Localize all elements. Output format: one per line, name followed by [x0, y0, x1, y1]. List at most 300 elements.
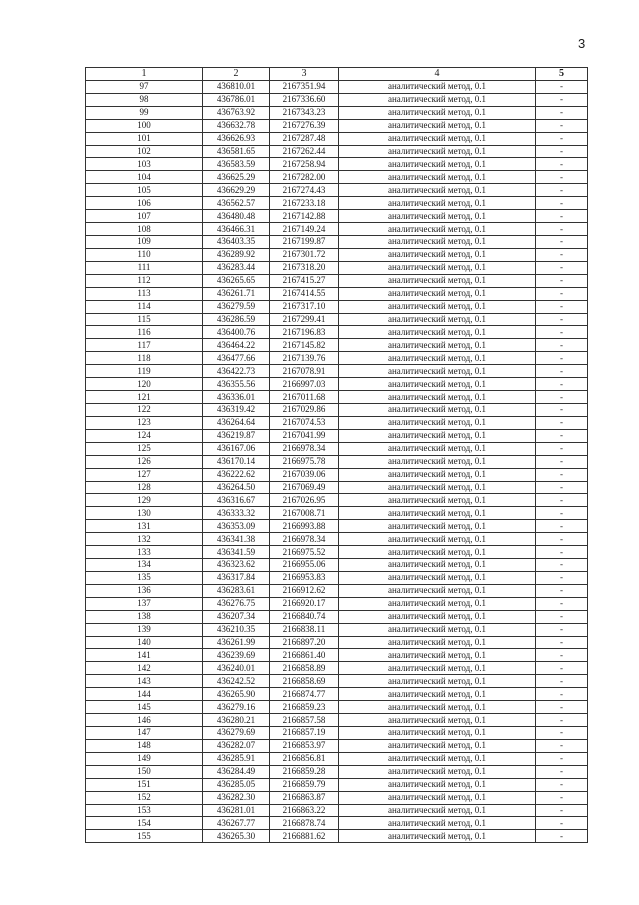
table-cell-col3: 2166861.40: [270, 649, 339, 662]
table-cell-col4: аналитический метод, 0.1: [339, 300, 536, 313]
table-cell-col1: 122: [86, 403, 203, 416]
table-cell-col4: аналитический метод, 0.1: [339, 546, 536, 559]
table-cell-col4: аналитический метод, 0.1: [339, 93, 536, 106]
table-cell-col1: 103: [86, 158, 203, 171]
table-header-row: [86, 68, 588, 81]
table-cell-col1: 98: [86, 93, 203, 106]
table-row: [86, 403, 588, 416]
table-row: [86, 571, 588, 584]
table-cell-col5: -: [536, 662, 588, 675]
table-cell-col5: -: [536, 455, 588, 468]
table-cell-col2: 436480.48: [203, 210, 270, 223]
table-cell-col4: аналитический метод, 0.1: [339, 714, 536, 727]
table-cell-col3: 2167074.53: [270, 416, 339, 429]
table-cell-col2: 436279.59: [203, 300, 270, 313]
table-row: [86, 584, 588, 597]
table-row: [86, 313, 588, 326]
table-row: [86, 248, 588, 261]
table-cell-col4: аналитический метод, 0.1: [339, 416, 536, 429]
table-cell-col2: 436317.84: [203, 571, 270, 584]
table-row: [86, 791, 588, 804]
table-cell-col2: 436341.38: [203, 533, 270, 546]
table-cell-col4: аналитический метод, 0.1: [339, 287, 536, 300]
table-cell-col2: 436400.76: [203, 326, 270, 339]
table-cell-col3: 2167196.83: [270, 326, 339, 339]
table-cell-col5: -: [536, 378, 588, 391]
table-cell-col4: аналитический метод, 0.1: [339, 391, 536, 404]
table-row: [86, 597, 588, 610]
table-cell-col2: 436265.30: [203, 830, 270, 843]
table-cell-col4: аналитический метод, 0.1: [339, 636, 536, 649]
table-cell-col2: 436286.59: [203, 313, 270, 326]
table-cell-col3: 2166859.79: [270, 778, 339, 791]
table-cell-col2: 436355.56: [203, 378, 270, 391]
table-cell-col5: -: [536, 494, 588, 507]
table-cell-col4: аналитический метод, 0.1: [339, 765, 536, 778]
table-cell-col5: -: [536, 649, 588, 662]
table-cell-col4: аналитический метод, 0.1: [339, 339, 536, 352]
table-cell-col1: 154: [86, 817, 203, 830]
table-cell-col1: 153: [86, 804, 203, 817]
table-cell-col3: 2167078.91: [270, 365, 339, 378]
table-row: [86, 184, 588, 197]
table-cell-col2: 436562.57: [203, 197, 270, 210]
column-header-3: 3: [270, 68, 339, 81]
table-cell-col4: аналитический метод, 0.1: [339, 171, 536, 184]
table-row: [86, 171, 588, 184]
table-cell-col3: 2166975.52: [270, 546, 339, 559]
table-cell-col1: 113: [86, 287, 203, 300]
table-cell-col1: 152: [86, 791, 203, 804]
table-cell-col2: 436464.22: [203, 339, 270, 352]
table-row: [86, 429, 588, 442]
table-cell-col1: 97: [86, 80, 203, 93]
table-cell-col3: 2166897.20: [270, 636, 339, 649]
table-cell-col2: 436207.34: [203, 610, 270, 623]
table-cell-col3: 2167336.60: [270, 93, 339, 106]
table-cell-col1: 142: [86, 662, 203, 675]
table-cell-col3: 2166874.77: [270, 688, 339, 701]
table-cell-col4: аналитический метод, 0.1: [339, 623, 536, 636]
table-cell-col4: аналитический метод, 0.1: [339, 791, 536, 804]
table-cell-col1: 109: [86, 235, 203, 248]
table-cell-col2: 436403.35: [203, 235, 270, 248]
table-cell-col1: 141: [86, 649, 203, 662]
table-cell-col2: 436285.05: [203, 778, 270, 791]
table-row: [86, 365, 588, 378]
table-cell-col4: аналитический метод, 0.1: [339, 507, 536, 520]
table-row: [86, 106, 588, 119]
table-cell-col4: аналитический метод, 0.1: [339, 352, 536, 365]
table-cell-col3: 2167142.88: [270, 210, 339, 223]
table-cell-col3: 2166856.81: [270, 752, 339, 765]
table-cell-col1: 134: [86, 559, 203, 572]
table-cell-col4: аналитический метод, 0.1: [339, 571, 536, 584]
table-cell-col5: -: [536, 559, 588, 572]
table-cell-col5: -: [536, 739, 588, 752]
table-cell-col3: 2166912.62: [270, 584, 339, 597]
table-cell-col2: 436242.52: [203, 675, 270, 688]
table-cell-col4: аналитический метод, 0.1: [339, 313, 536, 326]
table-cell-col4: аналитический метод, 0.1: [339, 701, 536, 714]
table-cell-col4: аналитический метод, 0.1: [339, 662, 536, 675]
table-cell-col2: 436763.92: [203, 106, 270, 119]
table-cell-col3: 2167318.20: [270, 261, 339, 274]
table-cell-col4: аналитический метод, 0.1: [339, 80, 536, 93]
table-cell-col4: аналитический метод, 0.1: [339, 455, 536, 468]
table-row: [86, 701, 588, 714]
table-cell-col1: 144: [86, 688, 203, 701]
table-cell-col5: -: [536, 623, 588, 636]
table-cell-col5: -: [536, 791, 588, 804]
table-cell-col2: 436281.01: [203, 804, 270, 817]
table-cell-col2: 436219.87: [203, 429, 270, 442]
table-row: [86, 287, 588, 300]
table-cell-col4: аналитический метод, 0.1: [339, 520, 536, 533]
table-cell-col5: -: [536, 817, 588, 830]
table-cell-col2: 436466.31: [203, 223, 270, 236]
table-row: [86, 442, 588, 455]
table-cell-col5: -: [536, 701, 588, 714]
table-row: [86, 119, 588, 132]
table-cell-col3: 2167351.94: [270, 80, 339, 93]
table-cell-col5: -: [536, 274, 588, 287]
table-row: [86, 765, 588, 778]
table-cell-col5: -: [536, 210, 588, 223]
table-row: [86, 274, 588, 287]
table-cell-col4: аналитический метод, 0.1: [339, 752, 536, 765]
table-cell-col3: 2167145.82: [270, 339, 339, 352]
table-cell-col5: -: [536, 546, 588, 559]
table-cell-col3: 2166975.78: [270, 455, 339, 468]
table-cell-col1: 127: [86, 468, 203, 481]
table-cell-col3: 2166863.87: [270, 791, 339, 804]
table-cell-col4: аналитический метод, 0.1: [339, 804, 536, 817]
table-cell-col4: аналитический метод, 0.1: [339, 468, 536, 481]
table-cell-col5: -: [536, 119, 588, 132]
table-cell-col1: 136: [86, 584, 203, 597]
table-cell-col1: 139: [86, 623, 203, 636]
table-cell-col2: 436583.59: [203, 158, 270, 171]
table-cell-col4: аналитический метод, 0.1: [339, 649, 536, 662]
table-cell-col1: 123: [86, 416, 203, 429]
table-cell-col1: 126: [86, 455, 203, 468]
table-cell-col5: -: [536, 675, 588, 688]
table-cell-col3: 2167199.87: [270, 235, 339, 248]
table-cell-col1: 101: [86, 132, 203, 145]
table-cell-col3: 2167276.39: [270, 119, 339, 132]
table-cell-col4: аналитический метод, 0.1: [339, 610, 536, 623]
table-row: [86, 778, 588, 791]
table-cell-col4: аналитический метод, 0.1: [339, 378, 536, 391]
table-cell-col5: -: [536, 636, 588, 649]
table-cell-col2: 436267.77: [203, 817, 270, 830]
table-cell-col2: 436280.21: [203, 714, 270, 727]
table-row: [86, 494, 588, 507]
table-cell-col3: 2166997.03: [270, 378, 339, 391]
table-cell-col3: 2167039.06: [270, 468, 339, 481]
table-cell-col5: -: [536, 326, 588, 339]
table-cell-col3: 2166858.69: [270, 675, 339, 688]
table-cell-col5: -: [536, 533, 588, 546]
table-cell-col5: -: [536, 520, 588, 533]
table-cell-col4: аналитический метод, 0.1: [339, 132, 536, 145]
table-cell-col3: 2166920.17: [270, 597, 339, 610]
table-cell-col1: 119: [86, 365, 203, 378]
table-cell-col2: 436167.06: [203, 442, 270, 455]
table-row: [86, 93, 588, 106]
table-cell-col4: аналитический метод, 0.1: [339, 830, 536, 843]
table-cell-col3: 2167301.72: [270, 248, 339, 261]
table-cell-col1: 102: [86, 145, 203, 158]
table-row: [86, 546, 588, 559]
table-cell-col3: 2166878.74: [270, 817, 339, 830]
table-cell-col2: 436581.65: [203, 145, 270, 158]
table-cell-col1: 129: [86, 494, 203, 507]
table-cell-col3: 2167274.43: [270, 184, 339, 197]
table-cell-col2: 436170.14: [203, 455, 270, 468]
table-cell-col2: 436316.67: [203, 494, 270, 507]
table-cell-col1: 112: [86, 274, 203, 287]
table-row: [86, 752, 588, 765]
table-cell-col5: -: [536, 571, 588, 584]
table-cell-col5: -: [536, 313, 588, 326]
table-cell-col1: 150: [86, 765, 203, 778]
table-cell-col4: аналитический метод, 0.1: [339, 675, 536, 688]
table-cell-col3: 2167317.10: [270, 300, 339, 313]
table-cell-col3: 2167011.68: [270, 391, 339, 404]
table-cell-col1: 135: [86, 571, 203, 584]
table-cell-col5: -: [536, 106, 588, 119]
table-cell-col1: 114: [86, 300, 203, 313]
table-row: [86, 339, 588, 352]
table-cell-col1: 118: [86, 352, 203, 365]
table-cell-col3: 2167262.44: [270, 145, 339, 158]
table-cell-col1: 111: [86, 261, 203, 274]
table-cell-col2: 436629.29: [203, 184, 270, 197]
table-cell-col5: -: [536, 352, 588, 365]
table-row: [86, 158, 588, 171]
table-cell-col2: 436283.44: [203, 261, 270, 274]
table-row: [86, 378, 588, 391]
table-cell-col3: 2167139.76: [270, 352, 339, 365]
table-cell-col3: 2167414.55: [270, 287, 339, 300]
table-cell-col1: 108: [86, 223, 203, 236]
table-row: [86, 804, 588, 817]
table-cell-col2: 436353.09: [203, 520, 270, 533]
table-cell-col4: аналитический метод, 0.1: [339, 442, 536, 455]
table-cell-col5: -: [536, 365, 588, 378]
coordinates-table: [85, 67, 588, 843]
table-cell-col5: -: [536, 610, 588, 623]
table-cell-col1: 133: [86, 546, 203, 559]
table-cell-col2: 436477.66: [203, 352, 270, 365]
table-row: [86, 300, 588, 313]
table-cell-col1: 124: [86, 429, 203, 442]
table-cell-col2: 436276.75: [203, 597, 270, 610]
table-cell-col5: -: [536, 765, 588, 778]
table-cell-col3: 2167026.95: [270, 494, 339, 507]
table-cell-col2: 436279.16: [203, 701, 270, 714]
table-cell-col2: 436265.65: [203, 274, 270, 287]
table-row: [86, 520, 588, 533]
table-cell-col4: аналитический метод, 0.1: [339, 494, 536, 507]
table-cell-col2: 436210.35: [203, 623, 270, 636]
table-row: [86, 145, 588, 158]
table-cell-col3: 2166978.34: [270, 442, 339, 455]
table-cell-col3: 2166838.11: [270, 623, 339, 636]
table-cell-col3: 2167029.86: [270, 403, 339, 416]
table-row: [86, 235, 588, 248]
table-cell-col2: 436632.78: [203, 119, 270, 132]
table-cell-col1: 121: [86, 391, 203, 404]
table-row: [86, 817, 588, 830]
table-cell-col4: аналитический метод, 0.1: [339, 145, 536, 158]
table-cell-col2: 436282.30: [203, 791, 270, 804]
table-cell-col1: 155: [86, 830, 203, 843]
table-cell-col2: 436264.50: [203, 481, 270, 494]
table-cell-col1: 138: [86, 610, 203, 623]
table-cell-col1: 140: [86, 636, 203, 649]
table-cell-col1: 146: [86, 714, 203, 727]
table-cell-col4: аналитический метод, 0.1: [339, 326, 536, 339]
table-cell-col4: аналитический метод, 0.1: [339, 533, 536, 546]
table-cell-col3: 2166858.89: [270, 662, 339, 675]
table-cell-col2: 436323.62: [203, 559, 270, 572]
table-cell-col5: -: [536, 442, 588, 455]
table-cell-col4: аналитический метод, 0.1: [339, 158, 536, 171]
table-cell-col2: 436336.01: [203, 391, 270, 404]
table-cell-col4: аналитический метод, 0.1: [339, 559, 536, 572]
table-row: [86, 727, 588, 740]
table-cell-col5: -: [536, 778, 588, 791]
table-cell-col5: -: [536, 391, 588, 404]
table-cell-col3: 2167415.27: [270, 274, 339, 287]
table-cell-col4: аналитический метод, 0.1: [339, 261, 536, 274]
table-cell-col2: 436284.49: [203, 765, 270, 778]
table-cell-col3: 2166955.06: [270, 559, 339, 572]
table-cell-col4: аналитический метод, 0.1: [339, 597, 536, 610]
table-cell-col1: 105: [86, 184, 203, 197]
table-cell-col5: -: [536, 804, 588, 817]
table-cell-col1: 100: [86, 119, 203, 132]
table-row: [86, 80, 588, 93]
table-cell-col2: 436319.42: [203, 403, 270, 416]
table-cell-col2: 436786.01: [203, 93, 270, 106]
table-cell-col1: 147: [86, 727, 203, 740]
table-cell-col5: -: [536, 223, 588, 236]
table-cell-col5: -: [536, 300, 588, 313]
table-row: [86, 636, 588, 649]
table-cell-col1: 130: [86, 507, 203, 520]
column-header-4: 4: [339, 68, 536, 81]
table-cell-col5: -: [536, 171, 588, 184]
table-cell-col3: 2167282.00: [270, 171, 339, 184]
table-cell-col2: 436264.64: [203, 416, 270, 429]
table-cell-col5: -: [536, 145, 588, 158]
table-row: [86, 533, 588, 546]
table-cell-col5: -: [536, 339, 588, 352]
column-header-2: 2: [203, 68, 270, 81]
table-cell-col4: аналитический метод, 0.1: [339, 429, 536, 442]
table-cell-col4: аналитический метод, 0.1: [339, 248, 536, 261]
table-cell-col2: 436261.99: [203, 636, 270, 649]
table-cell-col1: 115: [86, 313, 203, 326]
table-row: [86, 223, 588, 236]
table-cell-col3: 2166863.22: [270, 804, 339, 817]
table-row: [86, 132, 588, 145]
table-cell-col1: 151: [86, 778, 203, 791]
table-row: [86, 197, 588, 210]
table-row: [86, 326, 588, 339]
table-cell-col3: 2166859.28: [270, 765, 339, 778]
table-cell-col5: -: [536, 80, 588, 93]
table-cell-col1: 143: [86, 675, 203, 688]
table-cell-col1: 145: [86, 701, 203, 714]
table-cell-col4: аналитический метод, 0.1: [339, 481, 536, 494]
table-cell-col1: 128: [86, 481, 203, 494]
page-number: 3: [578, 36, 586, 51]
table-cell-col5: -: [536, 714, 588, 727]
table-cell-col4: аналитический метод, 0.1: [339, 817, 536, 830]
table-row: [86, 662, 588, 675]
table-cell-col2: 436333.32: [203, 507, 270, 520]
table-cell-col2: 436422.73: [203, 365, 270, 378]
table-cell-col3: 2167287.48: [270, 132, 339, 145]
table-cell-col5: -: [536, 132, 588, 145]
table-cell-col2: 436285.91: [203, 752, 270, 765]
table-cell-col5: -: [536, 93, 588, 106]
table-cell-col1: 125: [86, 442, 203, 455]
table-cell-col4: аналитический метод, 0.1: [339, 403, 536, 416]
table-cell-col3: 2166859.23: [270, 701, 339, 714]
table-cell-col4: аналитический метод, 0.1: [339, 584, 536, 597]
table-cell-col1: 149: [86, 752, 203, 765]
table-row: [86, 675, 588, 688]
table-cell-col3: 2166881.62: [270, 830, 339, 843]
table-cell-col5: -: [536, 184, 588, 197]
table-cell-col5: -: [536, 688, 588, 701]
table-cell-col2: 436265.90: [203, 688, 270, 701]
table-cell-col4: аналитический метод, 0.1: [339, 688, 536, 701]
table-cell-col3: 2166978.34: [270, 533, 339, 546]
table-cell-col2: 436283.61: [203, 584, 270, 597]
table-row: [86, 507, 588, 520]
table-cell-col2: 436341.59: [203, 546, 270, 559]
table-cell-col2: 436279.69: [203, 727, 270, 740]
table-cell-col5: -: [536, 248, 588, 261]
table-row: [86, 455, 588, 468]
table-row: [86, 623, 588, 636]
table-cell-col4: аналитический метод, 0.1: [339, 739, 536, 752]
column-header-5: 5: [536, 68, 588, 81]
table-cell-col1: 117: [86, 339, 203, 352]
table-cell-col4: аналитический метод, 0.1: [339, 778, 536, 791]
table-cell-col4: аналитический метод, 0.1: [339, 365, 536, 378]
table-cell-col5: -: [536, 429, 588, 442]
column-header-1: 1: [86, 68, 203, 81]
table-cell-col5: -: [536, 727, 588, 740]
table-cell-col4: аналитический метод, 0.1: [339, 210, 536, 223]
table-cell-col5: -: [536, 468, 588, 481]
table-cell-col4: аналитический метод, 0.1: [339, 106, 536, 119]
table-cell-col4: аналитический метод, 0.1: [339, 274, 536, 287]
table-cell-col3: 2166857.19: [270, 727, 339, 740]
table-row: [86, 468, 588, 481]
table-cell-col3: 2166953.83: [270, 571, 339, 584]
table-cell-col1: 99: [86, 106, 203, 119]
table-cell-col3: 2167041.99: [270, 429, 339, 442]
